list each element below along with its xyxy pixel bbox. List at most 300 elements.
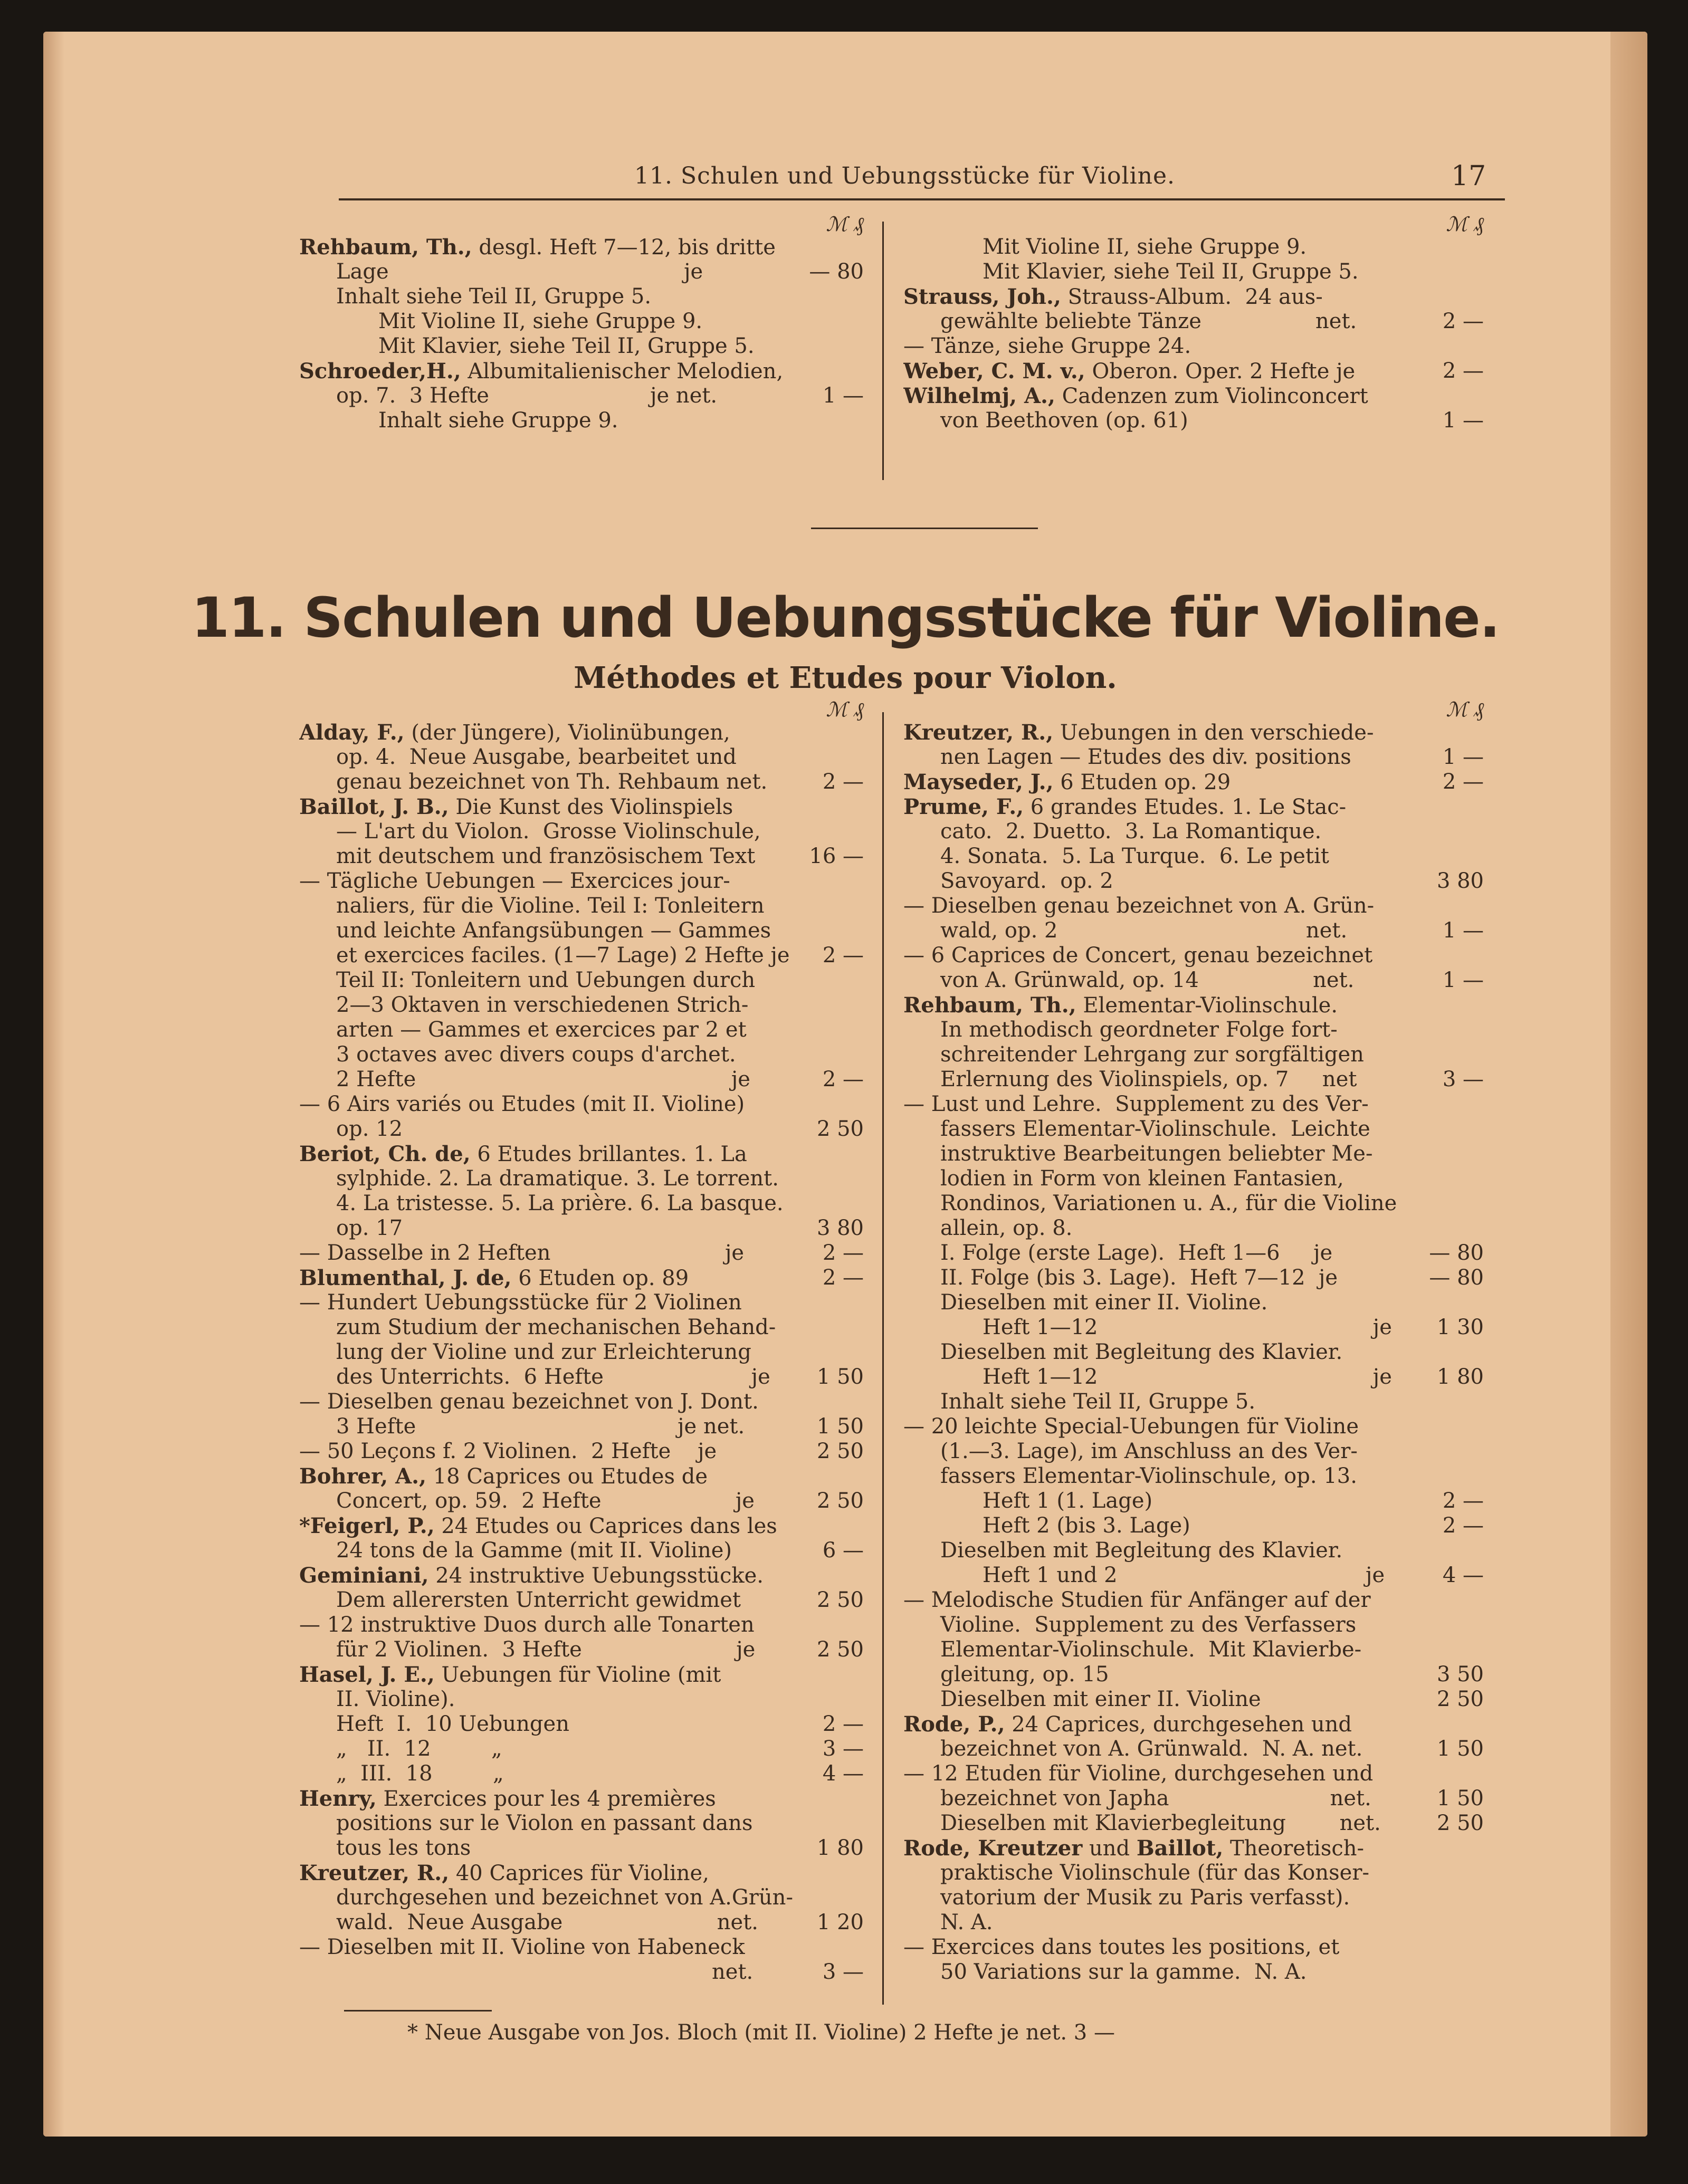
entry-description: Strauss-Album. 24 aus- — [1061, 285, 1323, 309]
entry-description: Dieselben mit einer II. Violine — [940, 1687, 1261, 1711]
catalog-entry-line — [299, 384, 869, 408]
composer-name: *Feigerl, P., — [299, 1514, 435, 1538]
catalog-entry-line — [903, 770, 1489, 794]
entry-description: op. 4. Neue Ausgabe, bearbeitet und — [336, 745, 737, 769]
entry-description: allein, op. 8. — [940, 1216, 1073, 1240]
entry-price — [1420, 1637, 1489, 1662]
catalog-entry-line — [903, 1315, 1489, 1340]
left-column — [299, 699, 869, 1985]
entry-price — [1420, 1290, 1489, 1315]
entry-price — [800, 1290, 869, 1315]
entry-text — [299, 1241, 800, 1266]
entry-price — [1420, 720, 1489, 745]
entry-description: — Hundert Uebungsstücke für 2 Violinen — [299, 1290, 742, 1315]
catalog-entry-line — [299, 359, 869, 384]
entry-description: — 6 Caprices de Concert, genau bezeichnet — [903, 943, 1373, 968]
entry-text — [903, 1365, 1420, 1390]
entry-price — [1420, 1885, 1489, 1910]
catalog-entry-line — [903, 260, 1489, 284]
entry-price — [800, 1390, 869, 1414]
entry-price — [1420, 334, 1489, 359]
entry-price: 4 — — [1442, 1563, 1484, 1587]
entry-description: Inhalt siehe Teil II, Gruppe 5. — [940, 1390, 1256, 1414]
entry-price — [1420, 1836, 1489, 1861]
catalog-entry-line — [903, 1365, 1489, 1390]
catalog-entry-line — [903, 1142, 1489, 1166]
composer-name: Kreutzer, R., — [903, 720, 1054, 745]
entry-description: wald. Neue Ausgabe net. — [336, 1910, 759, 1934]
entry-text — [903, 745, 1420, 770]
entry-description: — Lust und Lehre. Supplement zu des Ver- — [903, 1092, 1369, 1116]
entry-price — [800, 1662, 869, 1687]
catalog-entry-line — [299, 1142, 869, 1166]
section-subtitle: Méthodes et Etudes pour Violon. — [574, 660, 1117, 695]
entry-price — [1420, 1960, 1489, 1985]
header-rule — [339, 198, 1505, 200]
catalog-entry-line — [903, 1737, 1489, 1761]
entry-text — [299, 1266, 800, 1290]
entry-price — [1420, 260, 1489, 284]
entry-description: lodien in Form von kleinen Fantasien, — [940, 1166, 1344, 1191]
entry-description: Heft 1—12 je — [983, 1315, 1392, 1339]
entry-text — [299, 1960, 800, 1985]
entry-description: cato. 2. Duetto. 3. La Romantique. — [940, 819, 1322, 844]
catalog-entry-line — [903, 943, 1489, 968]
entry-description: fassers Elementar-Violinschule. Leichte — [940, 1117, 1370, 1141]
entry-description: sylphide. 2. La dramatique. 3. Le torrent. — [336, 1166, 779, 1191]
entry-description: 24 Etudes ou Caprices dans les — [434, 1514, 777, 1538]
page-number: 17 — [1451, 160, 1486, 192]
entry-price — [1420, 1761, 1489, 1786]
catalog-entry-line — [299, 235, 869, 260]
catalog-entry-line — [299, 1786, 869, 1811]
catalog-entry-line — [299, 745, 869, 770]
entry-description: 24 tons de la Gamme (mit II. Violine) — [336, 1538, 732, 1563]
entry-price: 2 — — [1442, 359, 1484, 383]
entry-price — [1420, 819, 1489, 844]
catalog-page — [43, 32, 1647, 2137]
currency-header: ℳ ₰ — [1446, 698, 1484, 721]
catalog-entry-line — [903, 1340, 1489, 1365]
entry-text — [903, 968, 1420, 993]
entry-text — [299, 1018, 800, 1042]
entry-description: des Unterrichts. 6 Hefte je — [336, 1365, 770, 1389]
entry-text — [903, 1414, 1420, 1439]
entry-text — [299, 1464, 800, 1489]
entry-description: — L'art du Violon. Grosse Violinschule, — [336, 819, 761, 844]
entry-description: Erlernung des Violinspiels, op. 7 net — [940, 1067, 1357, 1091]
catalog-entry-line — [299, 1960, 869, 1985]
running-header-title: 11. Schulen und Uebungsstücke für Violine. — [634, 162, 1176, 189]
entry-price — [800, 1092, 869, 1117]
entry-price — [1420, 1464, 1489, 1489]
catalog-entry-line — [299, 1290, 869, 1315]
entry-text — [903, 1712, 1420, 1737]
entry-text — [299, 260, 800, 284]
entry-text — [903, 1489, 1420, 1514]
entry-price: 1 — — [1442, 745, 1484, 769]
entry-text — [903, 1042, 1420, 1067]
entry-text — [903, 869, 1420, 894]
entry-text — [299, 720, 800, 745]
composer-name: Blumenthal, J. de, — [299, 1266, 512, 1290]
entry-text — [903, 309, 1420, 334]
entry-description: 24 instruktive Uebungsstücke. — [428, 1564, 764, 1588]
entry-price — [800, 918, 869, 943]
entry-text — [299, 1885, 800, 1910]
entry-description: Cadenzen zum Violinconcert — [1055, 384, 1368, 408]
entry-text — [903, 1836, 1420, 1861]
entry-price — [800, 794, 869, 819]
entry-description: In methodisch geordneter Folge fort- — [940, 1018, 1338, 1042]
catalog-entry-line — [299, 1662, 869, 1687]
composer-name: Prume, F., — [903, 794, 1024, 819]
catalog-entry-line — [299, 1489, 869, 1514]
entry-description: Violine. Supplement zu des Verfassers — [940, 1613, 1357, 1637]
catalog-entry-line — [299, 844, 869, 869]
entry-price — [1420, 1935, 1489, 1960]
entry-price: 3 — — [1442, 1067, 1484, 1091]
entry-description: 24 Caprices, durchgesehen und — [1005, 1712, 1352, 1737]
entry-description: — Dieselben mit II. Violine von Habeneck — [299, 1935, 745, 1959]
entry-text — [299, 334, 800, 359]
entry-text — [299, 1340, 800, 1365]
catalog-entry-line — [299, 1514, 869, 1538]
entry-text — [903, 1687, 1420, 1712]
entry-text — [903, 918, 1420, 943]
catalog-entry-line — [903, 235, 1489, 260]
entry-description: arten — Gammes et exercices par 2 et — [336, 1018, 747, 1042]
entry-price — [1420, 1191, 1489, 1216]
entry-price — [800, 720, 869, 745]
composer-name: Kreutzer, R., — [299, 1861, 450, 1885]
catalog-entry-line — [299, 260, 869, 284]
composer-name: Hasel, J. E., — [299, 1662, 435, 1687]
entry-price — [800, 1142, 869, 1166]
entry-price — [1420, 1092, 1489, 1117]
entry-description: 6 Etudes brillantes. 1. La — [470, 1142, 747, 1166]
entry-text — [299, 1067, 800, 1092]
entry-text — [299, 1042, 800, 1067]
entry-text — [299, 1538, 800, 1563]
entry-text — [903, 1390, 1420, 1414]
catalog-entry-line — [903, 1092, 1489, 1117]
entry-text — [903, 284, 1420, 309]
entry-description: 18 Caprices ou Etudes de — [426, 1464, 708, 1489]
entry-description: — Tänze, siehe Gruppe 24. — [903, 334, 1191, 358]
entry-text — [299, 1563, 800, 1588]
entry-text — [903, 1315, 1420, 1340]
section-divider — [811, 528, 1038, 529]
entry-description: von Beethoven (op. 61) — [940, 408, 1188, 433]
entry-price — [1420, 1414, 1489, 1439]
catalog-entry-line — [903, 408, 1489, 433]
entry-price — [1420, 1861, 1489, 1885]
entry-price — [800, 1191, 869, 1216]
entry-text — [903, 1786, 1420, 1811]
entry-price: 2 50 — [816, 1439, 864, 1463]
catalog-entry-line — [903, 1811, 1489, 1836]
composer-name: Beriot, Ch. de, — [299, 1142, 471, 1166]
entry-text — [299, 943, 800, 968]
entry-text — [903, 1538, 1420, 1563]
entry-price: 1 50 — [1436, 1786, 1484, 1811]
entry-text — [299, 1216, 800, 1241]
catalog-entry-line — [299, 1712, 869, 1737]
entry-text — [299, 1414, 800, 1439]
entry-price — [1420, 1588, 1489, 1613]
catalog-entry-line — [299, 794, 869, 819]
catalog-entry-line — [299, 1191, 869, 1216]
catalog-entry-line — [903, 1910, 1489, 1935]
footnote-rule — [344, 2010, 492, 2011]
entry-text — [299, 745, 800, 770]
entry-description: Exercices pour les 4 premières — [376, 1787, 716, 1811]
entry-price: 2 — — [822, 1712, 864, 1736]
catalog-entry-line — [299, 819, 869, 844]
entry-price — [800, 1340, 869, 1365]
entry-price: 2 — — [1442, 1514, 1484, 1538]
entry-description: genau bezeichnet von Th. Rehbaum net. — [336, 770, 768, 794]
catalog-entry-line — [903, 284, 1489, 309]
entry-description: Inhalt siehe Teil II, Gruppe 5. — [336, 284, 652, 309]
catalog-entry-line — [299, 1390, 869, 1414]
entry-description: II. Folge (bis 3. Lage). Heft 7—12 je — [940, 1266, 1338, 1290]
entry-text — [299, 284, 800, 309]
entry-price — [1420, 1340, 1489, 1365]
entry-description: — Melodische Studien für Anfänger auf der — [903, 1588, 1371, 1612]
entry-text — [299, 1910, 800, 1935]
entry-description: Dieselben mit Klavierbegleitung net. — [940, 1811, 1381, 1835]
entry-price — [1420, 1439, 1489, 1464]
entry-text — [299, 309, 800, 334]
entry-description: Rondinos, Variationen u. A., für die Violine — [940, 1191, 1397, 1215]
entry-price — [1420, 1538, 1489, 1563]
entry-description: Albumitalienischer Melodien, — [461, 359, 784, 384]
entry-text — [299, 1315, 800, 1340]
entry-text — [299, 844, 800, 869]
entry-text — [299, 1191, 800, 1216]
catalog-entry-line — [903, 819, 1489, 844]
top-right-column — [903, 214, 1489, 433]
catalog-entry-line — [299, 1464, 869, 1489]
entry-description: 2—3 Oktaven in verschiedenen Strich- — [336, 993, 749, 1017]
catalog-entry-line — [299, 1439, 869, 1464]
catalog-entry-line — [299, 1761, 869, 1786]
entry-price: 16 — — [809, 844, 864, 868]
entry-price — [800, 408, 869, 433]
entry-text — [903, 1117, 1420, 1142]
entry-price: 2 50 — [816, 1588, 864, 1612]
entry-description: N. A. — [940, 1910, 993, 1934]
entry-price: 1 — — [1442, 918, 1484, 943]
composer-name: Rehbaum, Th., — [903, 993, 1076, 1018]
entry-description: — 20 leichte Special-Uebungen für Violine — [903, 1414, 1359, 1439]
entry-price: 1 80 — [816, 1836, 864, 1860]
entry-price — [800, 1811, 869, 1836]
currency-header: ℳ ₰ — [1446, 213, 1484, 236]
catalog-entry-line — [903, 1761, 1489, 1786]
catalog-entry-line — [903, 1687, 1489, 1712]
catalog-entry-line — [299, 943, 869, 968]
entry-price — [800, 359, 869, 384]
catalog-entry-line — [299, 1885, 869, 1910]
entry-description: Teil II: Tonleitern und Uebungen durch — [336, 968, 756, 992]
composer-name: Baillot, J. B., — [299, 794, 449, 819]
entry-price: 1 30 — [1436, 1315, 1484, 1339]
entry-description: Dieselben mit Begleitung des Klavier. — [940, 1340, 1343, 1364]
catalog-entry-line — [299, 1637, 869, 1662]
entry-text — [903, 1662, 1420, 1687]
catalog-entry-line — [299, 1092, 869, 1117]
entry-price — [1420, 993, 1489, 1018]
entry-price: — 80 — [1429, 1241, 1484, 1265]
entry-text — [299, 1935, 800, 1960]
catalog-entry-line — [299, 1365, 869, 1390]
entry-price — [800, 1166, 869, 1191]
entry-text — [299, 1613, 800, 1637]
entry-description: lung der Violine und zur Erleichterung — [336, 1340, 751, 1364]
catalog-entry-line — [299, 1340, 869, 1365]
entry-price: 6 — — [822, 1538, 864, 1563]
entry-text — [299, 1142, 800, 1166]
entry-price — [1420, 1042, 1489, 1067]
entry-description: schreitender Lehrgang zur sorgfältigen — [940, 1042, 1364, 1067]
catalog-entry-line — [903, 869, 1489, 894]
entry-price — [800, 819, 869, 844]
entry-price: 2 — — [1442, 309, 1484, 333]
entry-description: (der Jüngere), Violinübungen, — [404, 721, 730, 745]
currency-header: ℳ ₰ — [826, 213, 864, 236]
entry-price — [800, 1563, 869, 1588]
top-left-column — [299, 214, 869, 433]
entry-price — [800, 869, 869, 894]
entry-text — [299, 1290, 800, 1315]
entry-text — [299, 1166, 800, 1191]
entry-description: Heft 2 (bis 3. Lage) — [983, 1514, 1190, 1538]
entry-text — [299, 1811, 800, 1836]
entry-description: Mit Violine II, siehe Gruppe 9. — [983, 235, 1307, 259]
entry-description: 40 Caprices für Violine, — [449, 1861, 709, 1885]
entry-text — [903, 844, 1420, 869]
entry-price: 2 — — [822, 943, 864, 968]
entry-price: 1 — — [1442, 968, 1484, 992]
catalog-entry-line — [903, 918, 1489, 943]
catalog-entry-line — [299, 894, 869, 918]
entry-description: gleitung, op. 15 — [940, 1662, 1109, 1687]
entry-price: — 80 — [809, 260, 864, 284]
catalog-entry-line — [903, 1613, 1489, 1637]
catalog-entry-line — [903, 1191, 1489, 1216]
entry-price: 3 — — [822, 1960, 864, 1984]
entry-description: Oberon. Oper. 2 Hefte je — [1085, 359, 1356, 384]
entry-description: naliers, für die Violine. Teil I: Tonleitern — [336, 894, 765, 918]
entry-description: Die Kunst des Violinspiels — [449, 795, 733, 819]
catalog-entry-line — [299, 1538, 869, 1563]
column-divider-top — [882, 222, 884, 480]
entry-price — [1420, 844, 1489, 869]
entry-text — [299, 1489, 800, 1514]
entry-description: — Dieselben genau bezeichnet von J. Dont. — [299, 1390, 759, 1414]
catalog-entry-line — [903, 1514, 1489, 1538]
composer-name: Geminiani, — [299, 1563, 429, 1588]
catalog-entry-line — [299, 1042, 869, 1067]
page-shadow — [43, 32, 64, 2137]
entry-text — [903, 1588, 1420, 1613]
entry-text — [903, 359, 1420, 384]
catalog-entry-line — [903, 720, 1489, 745]
entry-text — [903, 993, 1420, 1018]
entry-description: Inhalt siehe Gruppe 9. — [378, 408, 618, 433]
catalog-entry-line — [903, 1266, 1489, 1290]
entry-description: gewählte beliebte Tänze net. — [940, 309, 1357, 333]
entry-text — [299, 1092, 800, 1117]
catalog-entry-line — [299, 1935, 869, 1960]
entry-description: positions sur le Violon en passant dans — [336, 1811, 753, 1835]
column-divider-main — [882, 712, 884, 2005]
entry-price: 2 50 — [816, 1489, 864, 1513]
entry-text — [903, 260, 1420, 284]
entry-price: 2 50 — [816, 1117, 864, 1141]
entry-text — [299, 1662, 800, 1687]
entry-text — [903, 894, 1420, 918]
entry-price — [1420, 384, 1489, 408]
entry-description: zum Studium der mechanischen Behand- — [336, 1315, 776, 1339]
entry-price — [1420, 235, 1489, 260]
catalog-entry-line — [903, 334, 1489, 359]
entry-text — [903, 1266, 1420, 1290]
catalog-entry-line — [299, 770, 869, 794]
catalog-entry-line — [903, 1439, 1489, 1464]
entry-text — [299, 235, 800, 260]
entry-price — [1420, 794, 1489, 819]
composer-name: Henry, — [299, 1786, 377, 1811]
catalog-entry-line — [903, 1216, 1489, 1241]
catalog-entry-line — [299, 1588, 869, 1613]
entry-text — [903, 943, 1420, 968]
entry-text — [903, 1340, 1420, 1365]
entry-text — [903, 1439, 1420, 1464]
entry-description: und — [1082, 1836, 1137, 1861]
catalog-entry-line — [299, 309, 869, 334]
catalog-entry-line — [903, 1960, 1489, 1985]
entry-description: et exercices faciles. (1—7 Lage) 2 Hefte je — [336, 943, 790, 968]
entry-text — [299, 819, 800, 844]
entry-description: durchgesehen und bezeichnet von A.Grün- — [336, 1885, 793, 1910]
composer-name: Baillot, — [1136, 1836, 1224, 1861]
entry-price: 1 50 — [816, 1414, 864, 1439]
entry-price: 3 80 — [1436, 869, 1484, 893]
catalog-entry-line — [903, 1042, 1489, 1067]
catalog-entry-line — [903, 1390, 1489, 1414]
entry-description: — 12 Etuden für Violine, durchgesehen und — [903, 1761, 1374, 1786]
catalog-entry-line — [299, 1216, 869, 1241]
entry-text — [903, 720, 1420, 745]
entry-text — [299, 1861, 800, 1885]
entry-description: — Exercices dans toutes les positions, et — [903, 1935, 1340, 1959]
entry-price — [1420, 1613, 1489, 1637]
entry-description: bezeichnet von Japha net. — [940, 1786, 1371, 1811]
entry-text — [903, 1067, 1420, 1092]
entry-text — [903, 1464, 1420, 1489]
catalog-entry-line — [299, 1861, 869, 1885]
catalog-entry-line — [903, 1836, 1489, 1861]
catalog-entry-line — [903, 1117, 1489, 1142]
catalog-entry-line — [903, 1637, 1489, 1662]
entry-description: — 12 instruktive Duos durch alle Tonarten — [299, 1613, 755, 1637]
entry-description: Elementar-Violinschule. — [1076, 993, 1338, 1018]
entry-description: Mit Klavier, siehe Teil II, Gruppe 5. — [983, 260, 1359, 284]
